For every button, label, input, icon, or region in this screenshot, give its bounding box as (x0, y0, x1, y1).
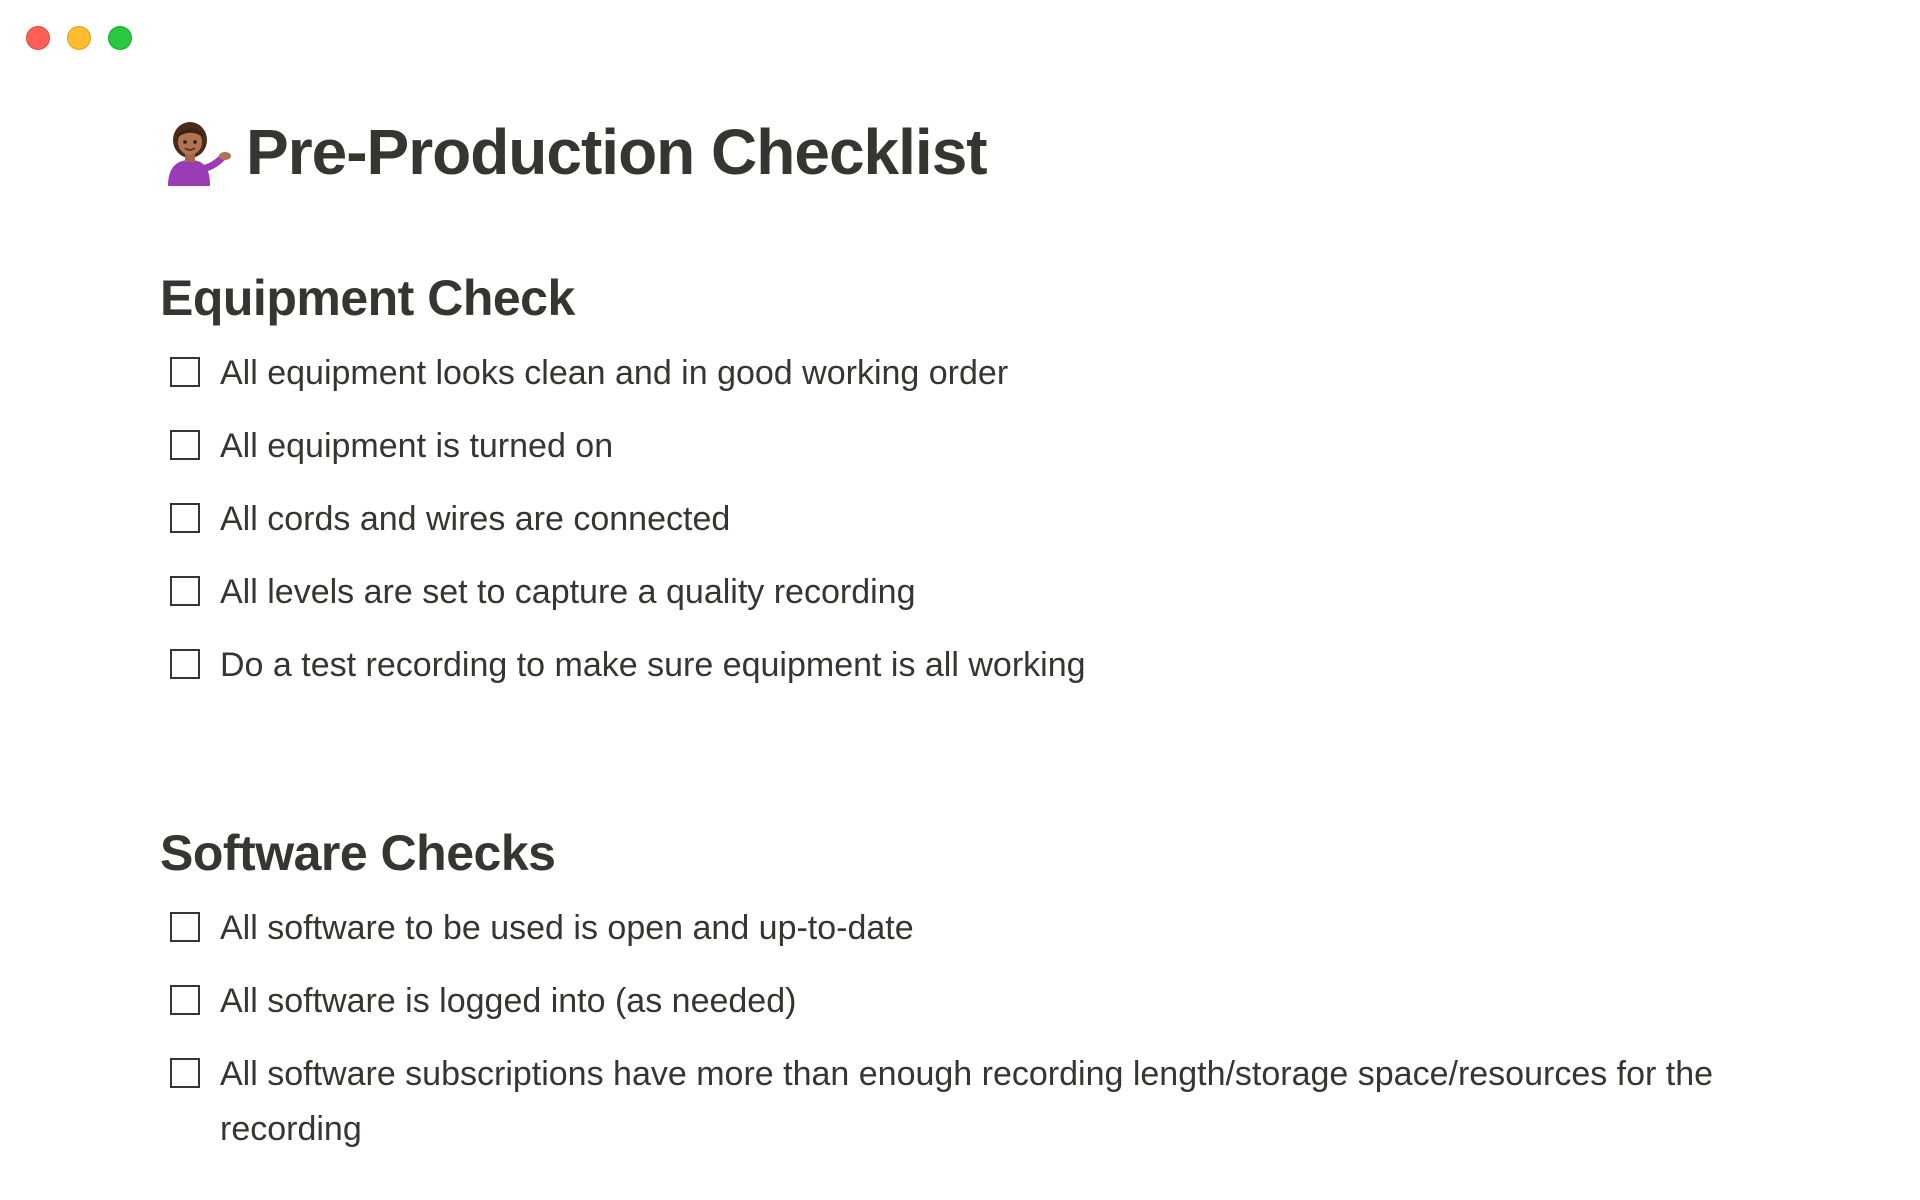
checkbox[interactable] (170, 357, 200, 387)
checklist-item-label[interactable]: Do a test recording to make sure equipment is all working (220, 646, 1086, 684)
section-heading-software-checks: Software Checks (160, 825, 556, 881)
checklist-item-label[interactable]: All software subscriptions have more than enough recording length/storage space/resources for the recording (220, 1055, 1714, 1148)
window-controls (26, 26, 132, 50)
checklist-item (160, 1047, 1800, 1157)
checklist-item (160, 346, 1800, 401)
checklist-item (160, 419, 1800, 474)
checklist-item (160, 565, 1800, 620)
maximize-window-button[interactable] (108, 26, 132, 50)
checklist-item (160, 901, 1800, 956)
equipment-checklist (160, 346, 1800, 693)
checklist-item-label[interactable]: All software to be used is open and up-to-date (220, 909, 914, 947)
checklist-item-label[interactable]: All levels are set to capture a quality recording (220, 573, 916, 611)
checkbox[interactable] (170, 430, 200, 460)
checklist-item-label[interactable]: All equipment is turned on (220, 427, 614, 465)
checklist-item-label[interactable]: All equipment looks clean and in good working order (220, 354, 1009, 392)
checkbox[interactable] (170, 649, 200, 679)
minimize-window-button[interactable] (67, 26, 91, 50)
woman-tipping-hand-icon[interactable] (160, 116, 232, 188)
page-header (160, 112, 1800, 192)
checklist-item (160, 974, 1800, 1029)
page-title: Pre-Production Checklist (246, 116, 987, 188)
checkbox[interactable] (170, 1058, 200, 1088)
software-checklist (160, 901, 1800, 1157)
close-window-button[interactable] (26, 26, 50, 50)
checklist-item-label[interactable]: All software is logged into (as needed) (220, 982, 797, 1020)
checklist-item (160, 492, 1800, 547)
section-heading-equipment-check: Equipment Check (160, 270, 575, 326)
checkbox[interactable] (170, 985, 200, 1015)
checklist-item (160, 638, 1800, 693)
checkbox[interactable] (170, 576, 200, 606)
page-content (160, 112, 1800, 1175)
checklist-item-label[interactable]: All cords and wires are connected (220, 500, 731, 538)
checkbox[interactable] (170, 912, 200, 942)
checkbox[interactable] (170, 503, 200, 533)
